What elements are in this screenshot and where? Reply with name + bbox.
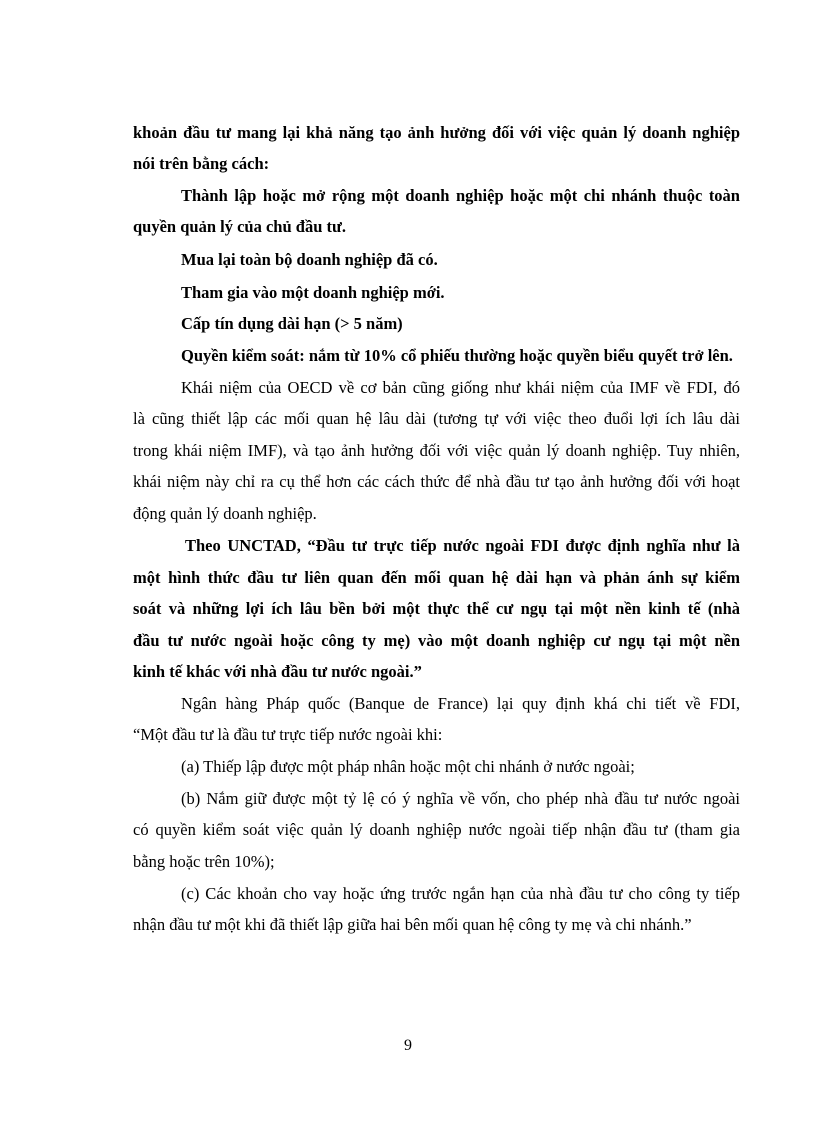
text-line: Quyền kiểm soát: nắm từ 10% cổ phiếu thường hoặc quyền biểu quyết trở lên. xyxy=(181,346,733,365)
text-line: Cấp tín dụng dài hạn (> 5 năm) xyxy=(181,314,403,333)
text-line: kinh tế khác với nhà đầu tư nước ngoài.” xyxy=(133,662,422,681)
text-line: soát và những lợi ích lâu bền bởi một thực thể cư ngụ tại một nền kinh tế (nhà xyxy=(133,599,740,618)
text-line: Khái niệm của OECD về cơ bản cũng giống như khái niệm của IMF về FDI, đó xyxy=(181,378,740,397)
text-line: (b) Nắm giữ được một tỷ lệ có ý nghĩa về vốn, cho phép nhà đầu tư nước ngoài xyxy=(181,789,740,808)
text-line: Thành lập hoặc mở rộng một doanh nghiệp hoặc một chi nhánh thuộc toàn xyxy=(181,186,740,205)
text-line: Tham gia vào một doanh nghiệp mới. xyxy=(181,283,445,302)
text-line: trong khái niệm IMF), và tạo ảnh hưởng đối với việc quản lý doanh nghiệp. Tuy nhiên, xyxy=(133,441,740,460)
text-line: có quyền kiểm soát việc quản lý doanh nghiệp nước ngoài tiếp nhận đầu tư (tham gia xyxy=(133,820,740,839)
text-line: nói trên bằng cách: xyxy=(133,154,270,173)
text-line: “Một đầu tư là đầu tư trực tiếp nước ngoài khi: xyxy=(133,725,443,744)
text-line: là cũng thiết lập các mối quan hệ lâu dài (tương tự với việc theo đuổi lợi ích lâu dài xyxy=(133,409,740,428)
page-number: 9 xyxy=(404,1037,412,1054)
text-line: một hình thức đầu tư liên quan đến mối quan hệ dài hạn và phản ánh sự kiểm xyxy=(133,568,740,587)
text-line: Mua lại toàn bộ doanh nghiệp đã có. xyxy=(181,250,438,269)
text-line: đầu tư nước ngoài hoặc công ty mẹ) vào một doanh nghiệp cư ngụ tại một nền xyxy=(133,631,740,650)
text-line: (c) Các khoản cho vay hoặc ứng trước ngắn hạn của nhà đầu tư cho công ty tiếp xyxy=(181,884,740,903)
text-line: khái niệm này chỉ ra cụ thể hơn các cách thức để nhà đầu tư tạo ảnh hưởng đối với hoạt xyxy=(133,472,740,491)
text-line: Theo UNCTAD, “Đầu tư trực tiếp nước ngoài FDI được định nghĩa như là xyxy=(185,536,740,555)
text-line: nhận đầu tư một khi đã thiết lập giữa hai bên mối quan hệ công ty mẹ và chi nhánh.” xyxy=(133,915,692,934)
text-line: động quản lý doanh nghiệp. xyxy=(133,504,317,523)
text-line: (a) Thiếp lập được một pháp nhân hoặc một chi nhánh ở nước ngoài; xyxy=(181,757,635,776)
text-line: bằng hoặc trên 10%); xyxy=(133,852,275,871)
text-line: quyền quản lý của chủ đầu tư. xyxy=(133,217,347,236)
text-line: Ngân hàng Pháp quốc (Banque de France) lại quy định khá chi tiết về FDI, xyxy=(181,694,740,713)
text-line: khoản đầu tư mang lại khả năng tạo ảnh hưởng đối với việc quản lý doanh nghiệp xyxy=(133,123,740,142)
